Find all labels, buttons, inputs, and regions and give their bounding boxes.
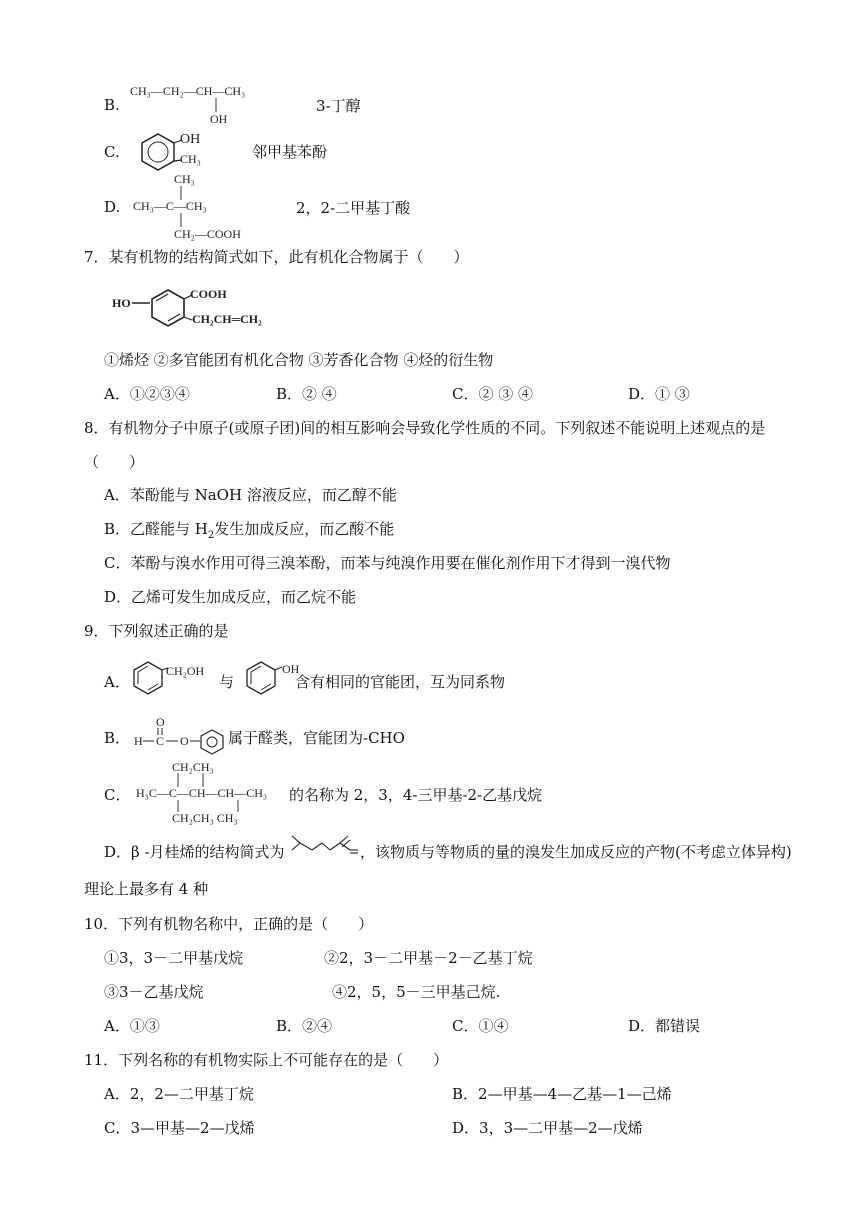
q9-stem: 9．下列叙述正确的是 <box>84 622 229 640</box>
q10-option-b <box>276 1015 332 1036</box>
q10-option-a-text: ①③ <box>129 1017 160 1035</box>
q7-option-a-letter: A． <box>104 385 130 403</box>
q9-option-a-letter: A． <box>104 673 130 691</box>
q10-option-d-text: 都错误 <box>655 1017 701 1035</box>
q8-stem: 8．有机物分子中原子(或原子团)间的相互影响会导致化学性质的不同。下列叙述不能说明上述观点的是 <box>84 419 766 437</box>
q10-option-c-text: ①④ <box>478 1017 509 1035</box>
q10-option-c <box>452 1015 509 1036</box>
q8-option-a: A．苯酚能与 NaOH 溶液反应，而乙醇不能 <box>104 486 397 504</box>
q10-option-d <box>628 1015 700 1036</box>
q7-option-b <box>276 383 337 404</box>
q6-option-d-bottom: CH₂—COOH <box>174 227 241 241</box>
q9-option-d-line2: 理论上最多有 4 种 <box>84 880 209 898</box>
q11-option-c: C．3—甲基—2—戊烯 <box>104 1119 255 1137</box>
q6-option-c-name: 邻甲基苯酚 <box>252 143 328 161</box>
q7-option-c-text: ② ③ ④ <box>478 385 534 403</box>
q7-struct-cooh: COOH <box>190 287 227 301</box>
q8-option-b <box>104 518 394 541</box>
q9-option-b-c: C <box>156 734 165 748</box>
q10-stem: 10．下列有机物名称中，正确的是（ ） <box>84 915 374 933</box>
q7-option-d <box>628 383 690 404</box>
q9-option-d-post: ，该物质与等物质的量的溴发生加成反应的产物(不考虑立体异构) <box>360 843 792 861</box>
q9-option-a-ch2oh: CH₂OH <box>166 664 205 678</box>
q11-option-d: D．3，3—二甲基—2—戊烯 <box>452 1119 643 1137</box>
q11-stem: 11．下列名称的有机物实际上不可能存在的是（ ） <box>84 1051 449 1069</box>
q9-option-a-oh: OH <box>282 662 300 676</box>
q7-statements: ①烯烃 ②多官能团有机化合物 ③芳香化合物 ④烃的衍生物 <box>104 351 494 369</box>
q9-option-c-bottom: CH₂CH₃ CH₃ <box>172 811 238 825</box>
q7-option-a <box>104 383 190 404</box>
q10-option-b-text: ②④ <box>302 1017 333 1035</box>
q10-name-4: ④2，5，5－三甲基己烷. <box>332 983 501 1001</box>
q8-option-b-pre: B．乙醛能与 H <box>104 520 208 538</box>
q11-option-b: B．2—甲基—4—乙基—1—己烯 <box>452 1085 672 1103</box>
q8-option-c: C．苯酚与溴水作用可得三溴苯酚，而苯与纯溴作用要在催化剂作用下才得到一溴代物 <box>104 554 671 572</box>
q7-stem: 7．某有机物的结构简式如下，此有机化合物属于（ ） <box>84 248 469 266</box>
q10-name-2: ②2，3－二甲基－2－乙基丁烷 <box>324 949 533 967</box>
q6-option-b-formula: CH₃—CH₂—CH—CH₃ <box>130 84 246 98</box>
q8-option-b-sub: 2 <box>207 530 215 541</box>
q9-option-c-top: CH₂CH₃ <box>172 760 214 774</box>
q7-option-c <box>452 383 533 404</box>
q9-option-c-main: H₃C—C—CH—CH—CH₃ <box>136 786 268 800</box>
q6-option-d-main: CH₃—C—CH₃ <box>133 199 207 213</box>
q6-option-c-ch3: CH₃ <box>180 152 201 166</box>
q9-option-a-mid: 与 <box>219 673 235 691</box>
q9-option-c-text: 的名称为 2，3，4-三甲基-2-乙基戊烷 <box>289 786 543 804</box>
q10-option-c-letter: C． <box>452 1017 479 1035</box>
q9-option-d-pre: D．β -月桂烯的结构简式为 <box>104 843 285 861</box>
q7-option-a-text: ①②③④ <box>129 385 190 403</box>
q6-option-c-oh: OH <box>180 132 201 147</box>
q6-option-c-letter: C. <box>104 143 120 161</box>
q7-option-b-letter: B． <box>276 385 303 403</box>
q9-option-a-text: 含有相同的官能团，互为同系物 <box>295 673 506 691</box>
q7-struct-ho: HO <box>112 296 131 310</box>
q7-option-c-letter: C． <box>452 385 479 403</box>
q10-option-b-letter: B． <box>276 1017 303 1035</box>
q7-option-d-text: ① ③ <box>655 385 690 403</box>
q6-option-d-letter: D. <box>104 198 121 216</box>
q6-option-d-top: CH₃ <box>174 172 195 186</box>
q6-option-b-oh: OH <box>210 112 228 126</box>
q10-option-a-letter: A． <box>104 1017 130 1035</box>
q9-option-d-myrcene-structure <box>0 0 1 1</box>
q11-option-a: A．2，2—二甲基丁烷 <box>104 1085 254 1103</box>
q6-option-d-name: 2，2-二甲基丁酸 <box>296 199 411 217</box>
q6-option-b-letter: B. <box>104 96 120 114</box>
q9-option-b-letter: B． <box>104 729 131 747</box>
q9-option-b-dbl-o: O <box>156 715 165 729</box>
q9-option-b-h: H <box>134 734 143 748</box>
q8-paren: （ ） <box>84 453 145 471</box>
q10-name-3: ③3－乙基戊烷 <box>104 983 204 1001</box>
q10-option-d-letter: D． <box>628 1017 656 1035</box>
q9-option-b-text: 属于醛类，官能团为-CHO <box>228 729 405 747</box>
q9-option-b-o: O <box>180 734 189 748</box>
q7-option-b-text: ② ④ <box>302 385 337 403</box>
q10-option-a <box>104 1015 160 1036</box>
q6-option-b-name: 3-丁醇 <box>316 97 361 115</box>
q7-struct-chain: CH₂CH═CH₂ <box>192 312 262 326</box>
q9-option-c-letter: C． <box>104 786 131 804</box>
q10-name-1: ①3，3－二甲基戊烷 <box>104 949 244 967</box>
q7-option-d-letter: D． <box>628 385 656 403</box>
q8-option-b-post: 发生加成反应，而乙酸不能 <box>214 520 395 538</box>
q8-option-d: D．乙烯可发生加成反应，而乙烷不能 <box>104 588 357 606</box>
